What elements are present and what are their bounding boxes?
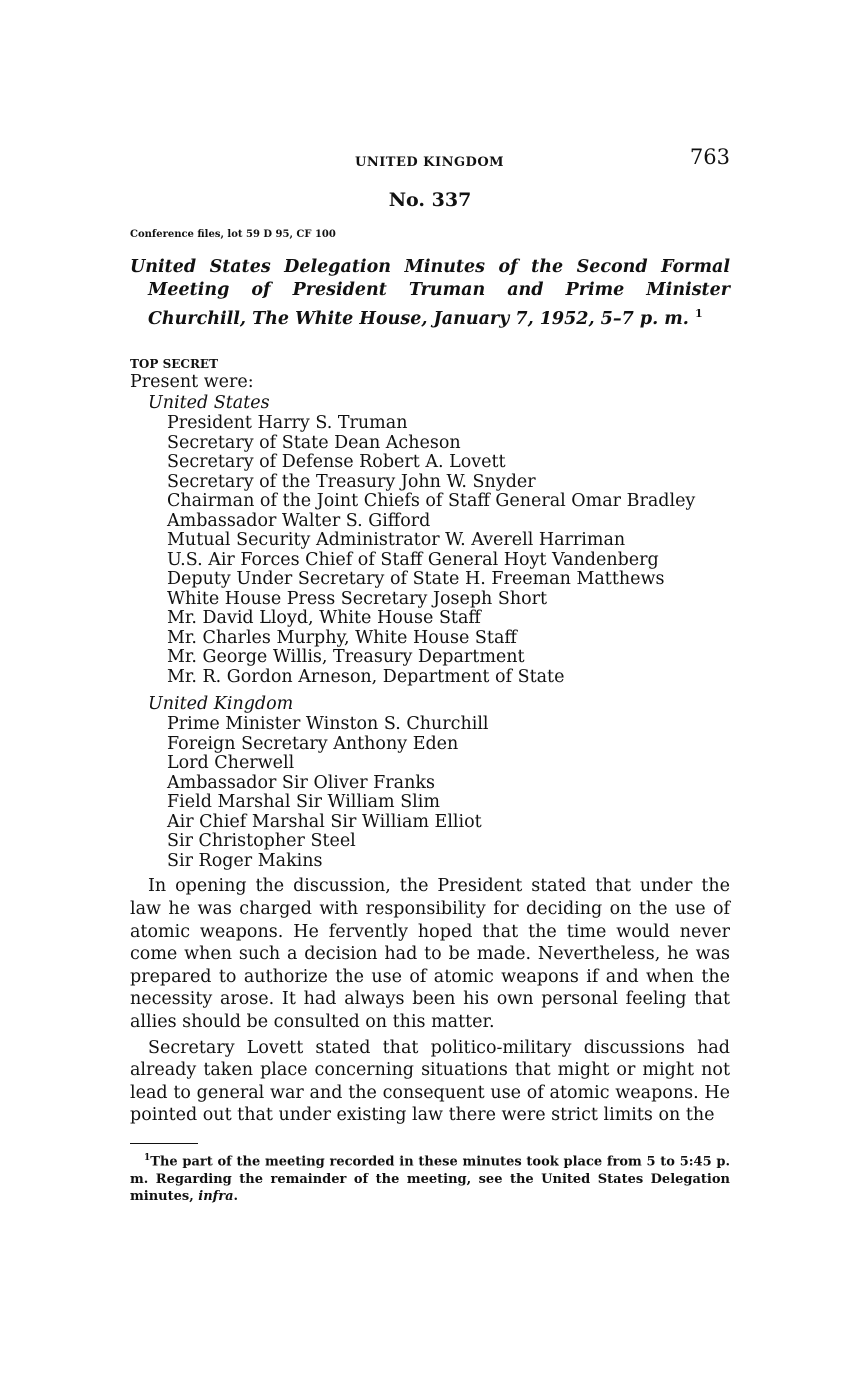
page-number: 763 [689, 145, 730, 169]
us-member: Mr. R. Gordon Arneson, Department of State [167, 666, 565, 687]
us-member: Mutual Security Administrator W. Averell Harriman [167, 530, 626, 551]
title-footnote-marker[interactable]: 1 [694, 307, 703, 320]
uk-member: Sir Roger Makins [167, 850, 323, 871]
uk-delegation-list [130, 715, 730, 871]
running-head [130, 145, 730, 175]
us-delegation-list [130, 414, 730, 687]
us-member: White House Press Secretary Joseph Short [167, 588, 548, 609]
footnote-rule [130, 1143, 198, 1144]
us-member: Deputy Under Secretary of State H. Freeman Matthews [167, 569, 665, 590]
body-paragraph-1: In opening the discussion, the President stated that under the law he was charged with responsibility for deciding on the use of atomic weapons. He fervently hoped that the time would never come when such a decision had to be made. Nevertheless, he was prepared to authorize the use of atomic weapons if and when the necessity arose. It had always been his own personal feeling that allies should be consulted on this matter. [130, 876, 730, 1032]
us-member: Secretary of the Treasury John W. Snyder [167, 471, 536, 492]
us-member: Ambassador Walter S. Gifford [167, 510, 431, 531]
footnote-end: . [233, 1189, 239, 1205]
document-title-text: United States Delegation Minutes of the Second Formal Meeting of President Truman and Prime Minister Churchill, The White House, January 7, 1952, 5–7 p. m. [130, 257, 730, 329]
us-member: President Harry S. Truman [167, 413, 408, 434]
uk-member: Prime Minister Winston S. Churchill [167, 714, 489, 735]
us-member: Chairman of the Joint Chiefs of Staff General Omar Bradley [167, 491, 696, 512]
document-number: No. 337 [388, 189, 472, 211]
uk-member: Lord Cherwell [167, 753, 295, 774]
document-page [130, 145, 730, 1206]
uk-member: Air Chief Marshal Sir William Elliot [167, 811, 482, 832]
present-label: Present were: [130, 371, 254, 392]
uk-member: Field Marshal Sir William Slim [167, 792, 440, 813]
footnote-text: The part of the meeting recorded in these minutes took place from 5 to 5:45 p. m. Regarding the remainder of the meeting, see the United States Delegation minutes, [130, 1154, 730, 1205]
source-note: Conference files, lot 59 D 95, CF 100 [130, 229, 336, 240]
us-member: Secretary of Defense Robert A. Lovett [167, 452, 506, 473]
footnote [130, 1150, 730, 1206]
us-member: U.S. Air Forces Chief of Staff General Hoyt Vandenberg [167, 549, 659, 570]
uk-delegation-label: United Kingdom [148, 694, 294, 715]
document-title [130, 256, 730, 331]
us-member: Mr. George Willis, Treasury Department [167, 647, 525, 668]
us-member: Secretary of State Dean Acheson [167, 432, 461, 453]
footnote-marker: 1 [144, 1152, 151, 1163]
classification-marking: TOP SECRET [130, 356, 218, 371]
footnote-emphasis: infra [198, 1189, 234, 1205]
uk-member: Foreign Secretary Anthony Eden [167, 733, 459, 754]
us-member: Mr. Charles Murphy, White House Staff [167, 627, 517, 648]
us-member: Mr. David Lloyd, White House Staff [167, 608, 481, 629]
body-paragraph-2: Secretary Lovett stated that politico-military discussions had already taken place concerning situations that might or might not lead to general war and the consequent use of atomic weapons. He pointed out that under existing law there were strict limits on the [130, 1037, 730, 1126]
uk-member: Ambassador Sir Oliver Franks [167, 772, 435, 793]
uk-member: Sir Christopher Steel [167, 831, 356, 852]
section-title: UNITED KINGDOM [355, 155, 505, 170]
us-delegation-label: United States [148, 393, 270, 414]
